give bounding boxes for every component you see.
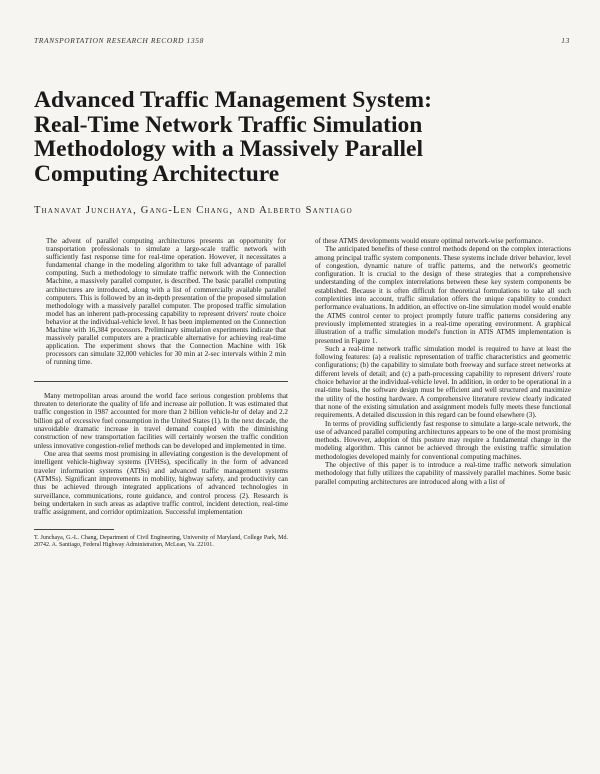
title-line: Computing Architecture xyxy=(34,160,280,187)
paragraph: of these ATMS developments would ensure optimal network-wise performance. xyxy=(315,237,544,245)
author-list: Thanavat Junchaya, Gang-Len Chang, and Alberto Santiago xyxy=(34,205,353,216)
paragraph: Such a real-time network traffic simulation model is required to have at least the following features: (a) a realistic representation of traffic characteristics and geometric configurations; (b) the capability to simulate both freeway and surface street networks at different levels of detail; and (c) a path-processing capability to represent drivers' route choice behavior at the individual-vehicle level. In addition, in order to be operational in a real-time basis, the software design must be efficient and well structured and maximize the utility of the hosting hardware. A comprehensive literature review clearly indicated that none of the existing simulation and assignment models fully meets these functional requirements. A detailed discussion in this regard can be found elsewhere (3). xyxy=(315,344,571,420)
paragraph: Many metropolitan areas around the world face serious congestion problems that threaten to deteriorate the quality of life and increase air pollution. It was estimated that traffic congestion in 1987 accounted for more than 2 billion vehicle-hr of delay and 2.2 billion gal of excessive fuel consumption in the United States (1). In the next decade, the unavoidable dramatic increase in travel demand coupled with the diminishing construction of new transportation facilities will certainly worsen the traffic condition unless innovative congestion-relief methods can be developed and implemented in time. xyxy=(34,391,288,450)
running-header xyxy=(34,36,570,45)
right-body xyxy=(315,237,571,486)
title-line: Advanced Traffic Management System: xyxy=(34,87,432,113)
page-number: 13 xyxy=(561,36,570,45)
abstract-divider xyxy=(34,381,288,382)
abstract: The advent of parallel computing architectures presents an opportunity for transportation professionals to simulate a large-scale traffic network with sufficiently fast response time for real-time operation. However, it necessitates a fundamental change in the modeling algorithm to take full advantage of parallel computing. Such a methodology to simulate traffic network with the Connection Machine, a massively parallel computer, is described. The basic parallel computing architectures are introduced, along with a list of commercially available parallel computers. This is followed by an in-depth presentation of the proposed simulation methodology with a massively parallel computer. The proposed traffic simulation model has an inherent path-processing capability to represent drivers' route choice behavior at the individual-vehicle level. It has been implemented on the Connection Machine with 16,384 processors. Preliminary simulation experiments indicate that massively parallel computers are a practicable alternative for achieving real-time application. The experiment shows that the Connection Machine with 16k processors can simulate 32,000 vehicles for 30 min at 2-sec intervals within 2 min of running time. xyxy=(46,237,286,367)
paper-title xyxy=(34,88,574,186)
left-body xyxy=(34,392,288,517)
journal-name: TRANSPORTATION RESEARCH RECORD 1358 xyxy=(34,36,204,45)
paragraph: The anticipated benefits of these control methods depend on the complex interactions among principal traffic system components. These systems include driver behavior, level of congestion, dynamic nature of traffic patterns, and the network's geometric configuration. It is crucial to the design of these strategies that a comprehensive understanding of the complex interrelations between these key system components be established. Because it is often difficult for theoretical formulations to take all such complexities into account, traffic simulation offers the unique capability to conduct performance evaluations. In addition, an effective on-line simulation model would enable the ATMS control center to project promptly future traffic patterns considering any previously implemented strategies in a real-time operating environment. A graphical illustration of a traffic simulation model's function in ATIS ATMS implementation is presented in Figure 1. xyxy=(315,245,571,345)
left-column xyxy=(34,237,288,549)
author-affiliations: T. Junchaya, G.-L. Chang, Department of Civil Engineering, University of Maryland, College Park, Md. 20742. A. Santiago, Federal Highway Administration, McLean, Va. 22101. xyxy=(34,534,288,548)
title-line: Real-Time Network Traffic Simulation xyxy=(34,111,423,138)
paragraph: One area that seems most promising in alleviating congestion is the development of intelligent vehicle-highway systems (IVHSs), specifically in the form of advanced traveler information systems (ATISs) and advanced traffic management systems (ATMSs). Significant improvements in mobility, highway safety, and productivity can thus be achieved through integrated applications of advanced technologies in surveillance, communications, route guidance, and control process (2). Research is being undertaken in such areas as adaptive traffic control, incident detection, real-time traffic assignment, and corridor optimization. Successful implementation xyxy=(34,449,288,517)
paragraph: The objective of this paper is to introduce a real-time traffic network simulation methodology that fully utilizes the capability of massively parallel machines. Some basic parallel computing architectures are introduced along with a list of xyxy=(315,461,571,486)
right-column xyxy=(315,237,571,486)
title-line: Methodology with a Massively Parallel xyxy=(34,136,424,162)
paragraph: In terms of providing sufficiently fast response to simulate a large-scale network, the use of advanced parallel computing architectures appears to be one of the most promising methods. However, adoption of this posture may require a fundamental change in the modeling algorithm. This cannot be achieved through the existing traffic simulation methodologies developed mainly for conventional computing machines. xyxy=(315,419,571,461)
footnote-divider xyxy=(34,529,114,530)
